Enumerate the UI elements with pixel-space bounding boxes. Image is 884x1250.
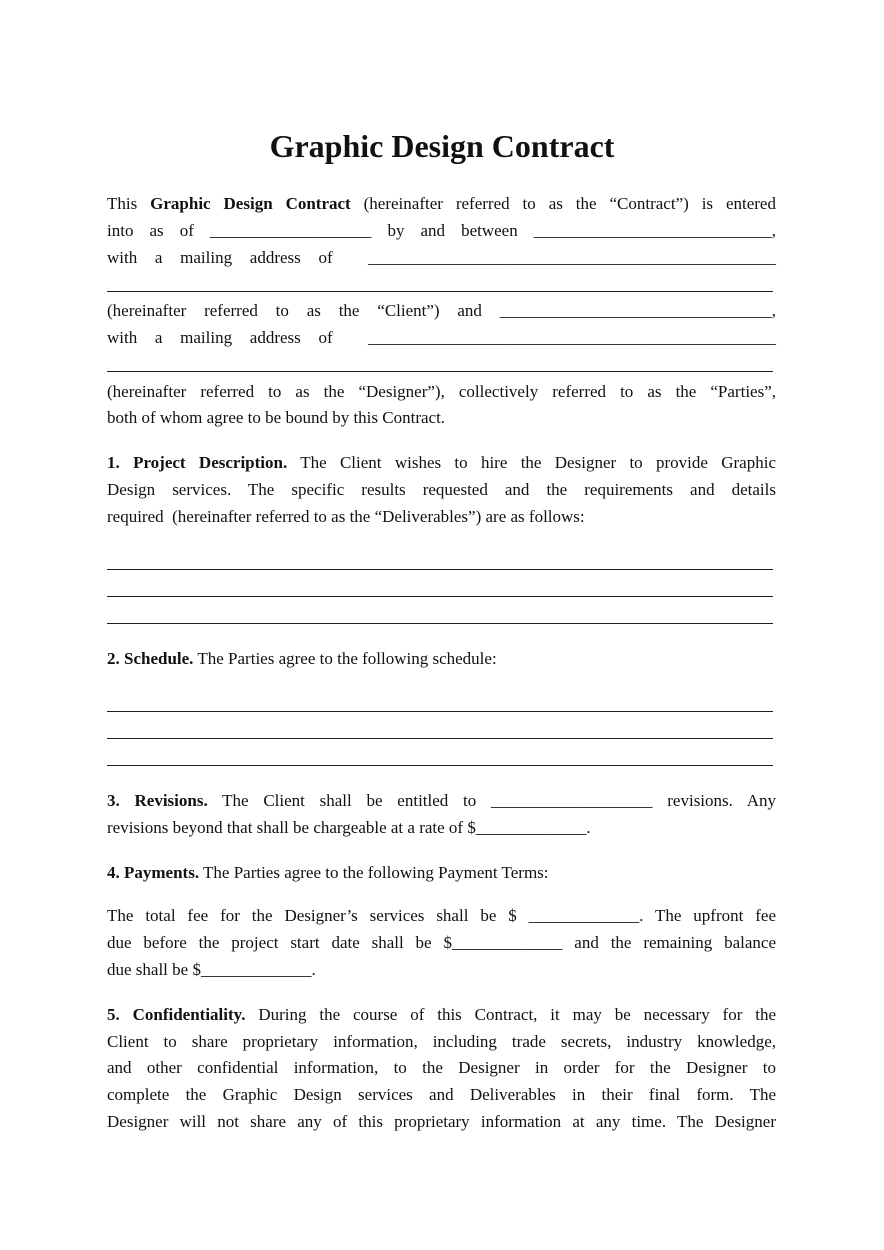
section-2-line-1	[107, 647, 776, 671]
section-5-text: During the course of this Contract, it may be necessary for the	[245, 1005, 777, 1024]
payment-line-2: due before the project start date shall be $_____________ and the remaining balance	[107, 933, 776, 952]
intro-line-1	[107, 192, 776, 216]
section-5-line-3: and other confidential information, to the Designer in order for the Designer to	[107, 1058, 776, 1077]
intro-line-5: (hereinafter referred to as the “Client”) and ________________________________,	[107, 301, 776, 320]
address-blank-line	[107, 291, 773, 292]
section-3-line-1	[107, 789, 776, 813]
intro-line-6: with a mailing address of ________________________________________________	[107, 328, 776, 347]
section-3-text: The Client shall be entitled to ___________________ revisions. Any	[207, 791, 776, 810]
payment-line-1: The total fee for the Designer’s services shall be $ _____________. The upfront fee	[107, 906, 776, 925]
section-5-line-1	[107, 1003, 776, 1027]
document-title: Graphic Design Contract	[269, 128, 615, 164]
intro-line-2: into as of ___________________ by and between ____________________________,	[107, 221, 776, 240]
section-5-heading: 5. Confidentiality.	[107, 1005, 246, 1024]
intro-line-3: with a mailing address of ________________________________________________	[107, 248, 776, 267]
section-1-line-1	[107, 451, 776, 475]
section-3-line-2: revisions beyond that shall be chargeable at a rate of $_____________.	[107, 818, 591, 837]
section-2-text: The Parties agree to the following schedule:	[193, 649, 497, 668]
section-1-text: The Client wishes to hire the Designer to provide Graphic	[287, 453, 776, 472]
section-5-line-5: Designer will not share any of this proprietary information at any time. The Designer	[107, 1112, 776, 1131]
deliverables-blank-line	[107, 596, 773, 597]
section-4-heading: 4. Payments.	[107, 863, 200, 882]
section-4-text: The Parties agree to the following Payment Terms:	[199, 863, 549, 882]
section-1-line-3: required (hereinafter referred to as the “Deliverables”) are as follows:	[107, 507, 585, 526]
intro-text: This	[107, 194, 151, 213]
payment-line-3: due shall be $_____________.	[107, 960, 316, 979]
intro-line-8: (hereinafter referred to as the “Designer”), collectively referred to as the “Parties”,	[107, 382, 776, 401]
section-5-line-2: Client to share proprietary information, including trade secrets, industry knowledge,	[107, 1032, 776, 1051]
intro-line-9: both of whom agree to be bound by this Contract.	[107, 408, 446, 427]
deliverables-blank-line	[107, 623, 773, 624]
intro-text: (hereinafter referred to as the “Contract”) is entered	[350, 194, 776, 213]
section-1-heading: 1. Project Description.	[107, 453, 288, 472]
section-4-line-1	[107, 861, 776, 885]
schedule-blank-line	[107, 765, 773, 766]
schedule-blank-line	[107, 738, 773, 739]
section-5-line-4: complete the Graphic Design services and Deliverables in their final form. The	[107, 1085, 776, 1104]
schedule-blank-line	[107, 711, 773, 712]
deliverables-blank-line	[107, 569, 773, 570]
contract-name-bold: Graphic Design Contract	[150, 194, 351, 213]
address-blank-line	[107, 371, 773, 372]
section-2-heading: 2. Schedule.	[107, 649, 194, 668]
section-3-heading: 3. Revisions.	[107, 791, 208, 810]
section-1-line-2: Design services. The specific results requested and the requirements and details	[107, 480, 776, 499]
